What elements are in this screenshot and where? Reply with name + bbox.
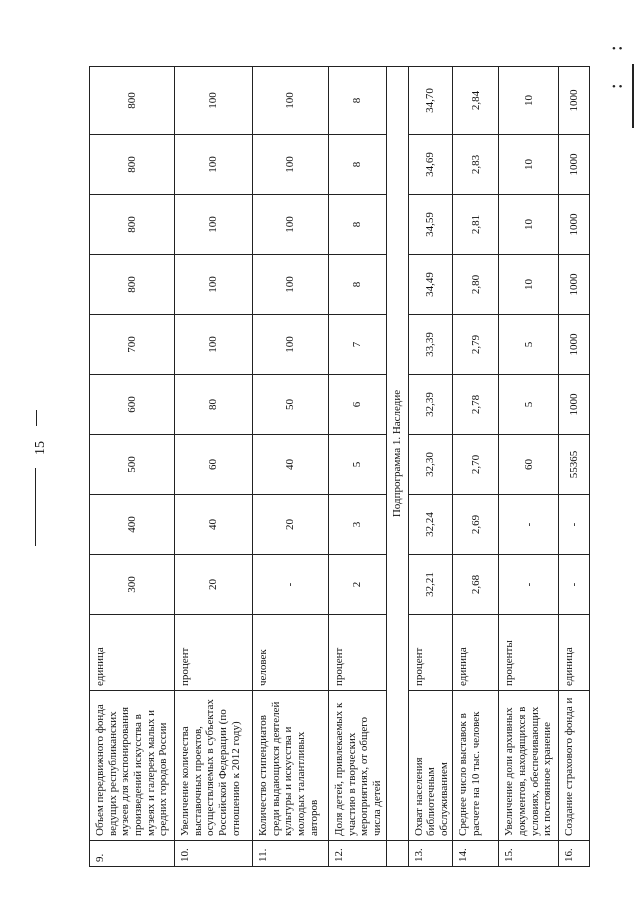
value-cell: 5	[329, 435, 387, 495]
unit-cell: единица	[90, 615, 175, 691]
value-cell: 800	[90, 135, 175, 195]
value-cell: 20	[253, 495, 329, 555]
row-number: 10.	[175, 841, 253, 867]
scan-specks: • • • •	[612, 43, 623, 93]
unit-cell: единица	[559, 615, 590, 691]
value-cell: 700	[90, 315, 175, 375]
row-number: 11.	[253, 841, 329, 867]
row-number: 12.	[329, 841, 387, 867]
value-cell: 10	[499, 195, 559, 255]
subprogram-title: Подпрограмма 1. Наследие	[386, 67, 408, 841]
value-cell: 34,70	[408, 67, 453, 135]
value-cell: 100	[253, 255, 329, 315]
value-cell: 32,21	[408, 555, 453, 615]
value-cell: 80	[175, 375, 253, 435]
value-cell: 60	[499, 435, 559, 495]
value-cell: 100	[175, 315, 253, 375]
table-row	[253, 67, 329, 867]
value-cell: 100	[253, 315, 329, 375]
value-cell: 800	[90, 255, 175, 315]
value-cell: 2,84	[453, 67, 499, 135]
value-cell: 8	[329, 255, 387, 315]
value-cell: -	[499, 495, 559, 555]
indicator-name: Доля детей, привлекаемых к участию в творческих мероприятиях, от общего числа детей	[329, 691, 387, 841]
value-cell: -	[499, 555, 559, 615]
value-cell: 7	[329, 315, 387, 375]
value-cell: 3	[329, 495, 387, 555]
indicator-name: Охват населения библиотечным обслуживанием	[408, 691, 453, 841]
value-cell: 2,79	[453, 315, 499, 375]
rule-line	[36, 410, 37, 426]
indicator-name: Увеличение доли архивных документов, находящихся в условиях, обеспечивающих их постоянное хранение	[499, 691, 559, 841]
value-cell: 400	[90, 495, 175, 555]
value-cell: 1000	[559, 255, 590, 315]
rule-line	[35, 468, 36, 546]
table-row	[90, 67, 175, 867]
value-cell: 40	[253, 435, 329, 495]
unit-cell: человек	[253, 615, 329, 691]
table-wrapper	[89, 67, 587, 867]
indicator-name: Среднее число выставок в расчете на 10 тыс. человек	[453, 691, 499, 841]
value-cell: 40	[175, 495, 253, 555]
value-cell: 300	[90, 555, 175, 615]
value-cell: 32,24	[408, 495, 453, 555]
value-cell: 2,69	[453, 495, 499, 555]
value-cell: 100	[253, 67, 329, 135]
value-cell: 2,81	[453, 195, 499, 255]
row-number: 9.	[90, 841, 175, 867]
value-cell: 34,69	[408, 135, 453, 195]
value-cell: 2,80	[453, 255, 499, 315]
subprogram-row	[386, 67, 408, 867]
value-cell: 8	[329, 67, 387, 135]
row-number: 14.	[453, 841, 499, 867]
unit-cell: проценты	[499, 615, 559, 691]
value-cell: 33,39	[408, 315, 453, 375]
value-cell: 1000	[559, 195, 590, 255]
value-cell: 1000	[559, 375, 590, 435]
value-cell: 5	[499, 315, 559, 375]
row-number: 16.	[559, 841, 590, 867]
empty-cell	[386, 841, 408, 867]
value-cell: 10	[499, 135, 559, 195]
value-cell: 32,39	[408, 375, 453, 435]
value-cell: 2,83	[453, 135, 499, 195]
value-cell: 8	[329, 195, 387, 255]
value-cell: 60	[175, 435, 253, 495]
value-cell: 600	[90, 375, 175, 435]
value-cell: 100	[175, 135, 253, 195]
value-cell: 800	[90, 67, 175, 135]
unit-cell: единица	[453, 615, 499, 691]
value-cell: 1000	[559, 135, 590, 195]
indicator-table	[89, 66, 590, 867]
unit-cell: процент	[408, 615, 453, 691]
value-cell: 10	[499, 255, 559, 315]
value-cell: 100	[253, 195, 329, 255]
value-cell: 6	[329, 375, 387, 435]
value-cell: 100	[175, 255, 253, 315]
value-cell: 1000	[559, 315, 590, 375]
value-cell: 50	[253, 375, 329, 435]
value-cell: 100	[175, 195, 253, 255]
value-cell: 20	[175, 555, 253, 615]
row-number: 15.	[499, 841, 559, 867]
table-row	[453, 67, 499, 867]
indicator-name: Количество стипендиатов среди выдающихся деятелей культуры и искусства и молодых талантливых авторов	[253, 691, 329, 841]
value-cell: 1000	[559, 67, 590, 135]
indicator-name: Создание страхового фонда и	[559, 691, 590, 841]
value-cell: 100	[253, 135, 329, 195]
unit-cell: процент	[329, 615, 387, 691]
page-number: 15	[33, 441, 48, 455]
table-row	[559, 67, 590, 867]
unit-cell: процент	[175, 615, 253, 691]
value-cell: 32,30	[408, 435, 453, 495]
value-cell: 55365	[559, 435, 590, 495]
value-cell: -	[559, 495, 590, 555]
row-number: 13.	[408, 841, 453, 867]
table-row	[408, 67, 453, 867]
value-cell: 500	[90, 435, 175, 495]
value-cell: 34,49	[408, 255, 453, 315]
indicator-name: Увеличение количества выставочных проектов, осуществляемых в субъектах Российской Федерации (по отношению к 2012 году)	[175, 691, 253, 841]
value-cell: 100	[175, 67, 253, 135]
value-cell: 800	[90, 195, 175, 255]
edge-rule	[632, 64, 634, 128]
table-row	[499, 67, 559, 867]
table-row	[175, 67, 253, 867]
table-row	[329, 67, 387, 867]
value-cell: 2,68	[453, 555, 499, 615]
value-cell: -	[253, 555, 329, 615]
indicator-name: Объем передвижного фонда ведущих республиканских музеев для экспонирования произведений искусства в музеях и галереях малых и средних городов России	[90, 691, 175, 841]
value-cell: 10	[499, 67, 559, 135]
value-cell: 34,59	[408, 195, 453, 255]
value-cell: -	[559, 555, 590, 615]
value-cell: 2,70	[453, 435, 499, 495]
value-cell: 2	[329, 555, 387, 615]
value-cell: 8	[329, 135, 387, 195]
value-cell: 5	[499, 375, 559, 435]
value-cell: 2,78	[453, 375, 499, 435]
